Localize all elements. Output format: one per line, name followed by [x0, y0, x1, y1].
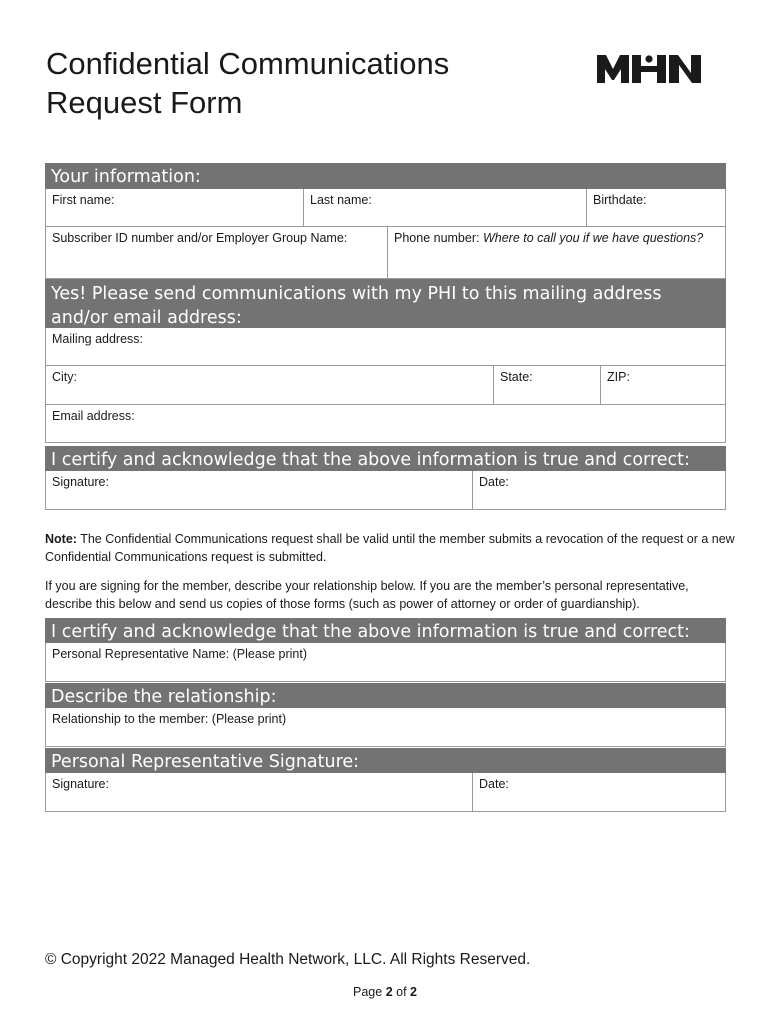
rep-signature-section [45, 748, 726, 812]
signing-note: If you are signing for the member, describe your relationship below. If you are the member’s personal representative, describe this below and send us copies of those forms (such as power of attorney or order of guardianship). [45, 579, 689, 611]
city-field[interactable]: City: [52, 370, 77, 384]
relationship-section [45, 683, 726, 747]
phone-number-field[interactable] [387, 227, 725, 278]
mhn-logo [597, 53, 705, 85]
validity-note [45, 530, 735, 566]
email-address-field[interactable]: Email address: [52, 409, 135, 423]
mailing-section [45, 279, 726, 443]
mailing-heading: Yes! Please send communications with my PHI to this mailing address and/or email address: [45, 279, 726, 328]
phone-number-hint: Where to call you if we have questions? [482, 231, 704, 245]
page-number [0, 985, 770, 999]
rep-certify-section [45, 618, 726, 682]
your-information-section [45, 163, 726, 279]
certify-heading: I certify and acknowledge that the above information is true and correct: [45, 446, 726, 471]
relationship-field[interactable]: Relationship to the member: (Please print) [52, 712, 287, 726]
page-of: of [396, 985, 407, 999]
city-state-zip-row [45, 366, 726, 405]
mailing-address-field[interactable]: Mailing address: [52, 332, 144, 346]
relationship-row [45, 708, 726, 747]
note-text: The Confidential Communications request shall be valid until the member submits a revocation of the request or a new Confidential Communications request is submitted. [45, 532, 735, 564]
form-title [46, 44, 449, 122]
rep-signature-row [45, 773, 726, 812]
signature-field[interactable]: Signature: [52, 475, 109, 489]
signature-row [45, 471, 726, 510]
form-title-line1: Confidential Communications [46, 46, 450, 81]
rep-name-field[interactable]: Personal Representative Name: (Please print) [52, 647, 307, 661]
first-name-field[interactable]: First name: [52, 193, 115, 207]
page-current: 2 [385, 985, 393, 999]
zip-field[interactable]: ZIP: [600, 366, 725, 404]
your-information-heading: Your information: [45, 163, 726, 189]
rep-signature-heading: Personal Representative Signature: [45, 748, 726, 773]
rep-date-field[interactable]: Date: [472, 773, 725, 811]
certify-section [45, 446, 726, 510]
date-field[interactable]: Date: [472, 471, 725, 509]
relationship-heading: Describe the relationship: [45, 683, 726, 708]
birthdate-field[interactable]: Birthdate: [586, 189, 725, 226]
copyright-text: © Copyright 2022 Managed Health Network, LLC. All Rights Reserved. [45, 951, 531, 968]
note-label: Note: [45, 532, 77, 546]
rep-name-row [45, 643, 726, 682]
rep-signature-field[interactable]: Signature: [52, 777, 109, 791]
mailing-address-row [45, 328, 726, 366]
subscriber-id-field[interactable]: Subscriber ID number and/or Employer Group Name: [52, 231, 348, 245]
email-row [45, 405, 726, 443]
state-field[interactable]: State: [493, 366, 600, 404]
phone-number-label: Phone number: [394, 231, 480, 245]
rep-certify-heading: I certify and acknowledge that the above information is true and correct: [45, 618, 726, 643]
form-title-line2: Request Form [46, 85, 243, 120]
page-prefix: Page [353, 985, 383, 999]
name-row [45, 189, 726, 227]
page-total: 2 [410, 985, 417, 999]
last-name-field[interactable]: Last name: [303, 189, 586, 226]
id-phone-row [45, 227, 726, 279]
